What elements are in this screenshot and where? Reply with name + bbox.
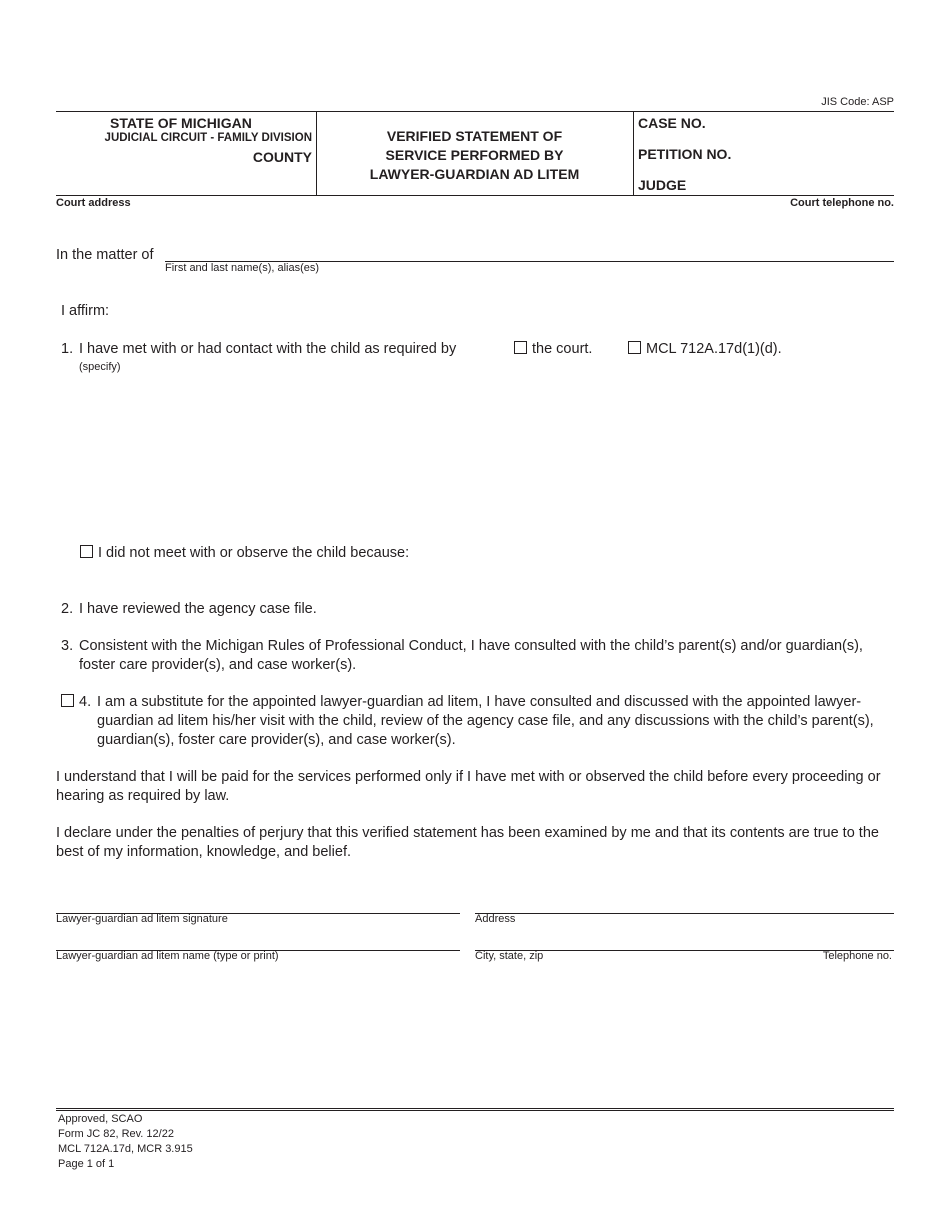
affirm-label: I affirm: — [61, 303, 110, 319]
footer-form-number: Form JC 82, Rev. 12/22 — [58, 1128, 174, 1140]
court-address-label: Court address — [56, 197, 131, 209]
court-checkbox[interactable] — [514, 341, 527, 354]
item4-text: I am a substitute for the appointed lawyer-guardian ad litem, I have consulted and discussed with the appointed lawyer-guardian ad litem his/her visit with the child, review of the agency case file, and any discussions with the child’s parent(s), guardian(s), foster care provider(s), and case worker(s). — [97, 694, 874, 748]
court-option-label: the court. — [532, 341, 593, 357]
item3-text: Consistent with the Michigan Rules of Professional Conduct, I have consulted with the child’s parent(s) and/or guardian(s), foster care provider(s), and case worker(s). — [79, 638, 863, 673]
form-title-line3: LAWYER-GUARDIAN AD LITEM — [369, 166, 580, 182]
county-label: COUNTY — [252, 149, 312, 165]
name-field[interactable] — [56, 930, 460, 950]
did-not-meet-label: I did not meet with or observe the child because: — [98, 545, 410, 561]
item1-specify: (specify) — [79, 361, 121, 373]
matter-sublabel: First and last name(s), alias(es) — [165, 262, 320, 274]
form-title-line1: VERIFIED STATEMENT OF — [386, 128, 563, 144]
item1-explanation-area[interactable] — [79, 378, 894, 528]
circuit-label: JUDICIAL CIRCUIT - FAMILY DIVISION — [104, 132, 312, 144]
matter-name-field[interactable] — [165, 243, 894, 261]
address-label: Address — [475, 913, 516, 925]
item4-number: 4. — [79, 694, 92, 710]
header-top-rule — [56, 111, 894, 112]
matter-label: In the matter of — [56, 247, 154, 263]
did-not-meet-checkbox[interactable] — [80, 545, 93, 558]
footer-approved: Approved, SCAO — [58, 1113, 143, 1125]
item3-number: 3. — [61, 638, 74, 654]
signature-label: Lawyer-guardian ad litem signature — [56, 913, 228, 925]
item1-number: 1. — [61, 341, 74, 357]
form-title-line2: SERVICE PERFORMED BY — [385, 147, 564, 163]
signature-field[interactable] — [56, 893, 460, 913]
item2-text: I have reviewed the agency case file. — [79, 601, 317, 617]
understand-paragraph: I understand that I will be paid for the services performed only if I have met with or observed the child before every proceeding or hearing as required by law. — [56, 769, 881, 804]
address-field[interactable] — [475, 893, 894, 913]
footer-rule-1 — [56, 1108, 894, 1109]
state-name: STATE OF MICHIGAN — [110, 115, 252, 131]
footer-mcl: MCL 712A.17d, MCR 3.915 — [58, 1143, 193, 1155]
petition-no-label: PETITION NO. — [638, 146, 732, 162]
form-title — [316, 127, 633, 184]
declare-paragraph: I declare under the penalties of perjury that this verified statement has been examined by me and that its contents are true to the best of my information, knowledge, and belief. — [56, 825, 879, 860]
footer-page: Page 1 of 1 — [58, 1158, 115, 1170]
header-bottom-rule — [56, 195, 894, 196]
footer-rule-2 — [56, 1110, 894, 1111]
mcl-checkbox[interactable] — [628, 341, 641, 354]
item1-text: I have met with or had contact with the child as required by — [79, 341, 457, 357]
address-line — [475, 913, 894, 914]
substitute-checkbox[interactable] — [61, 694, 74, 707]
city-field[interactable] — [475, 930, 894, 950]
court-telephone-label: Court telephone no. — [790, 197, 894, 209]
judge-label: JUDGE — [638, 177, 687, 193]
city-label: City, state, zip — [475, 950, 544, 962]
name-label: Lawyer-guardian ad litem name (type or print) — [56, 950, 279, 962]
header-divider-right — [633, 111, 634, 195]
telephone-label: Telephone no. — [822, 950, 892, 962]
mcl-option-label: MCL 712A.17d(1)(d). — [646, 341, 782, 357]
case-no-label: CASE NO. — [638, 115, 706, 131]
item2-number: 2. — [61, 601, 74, 617]
jis-code: JIS Code: ASP — [821, 96, 894, 108]
